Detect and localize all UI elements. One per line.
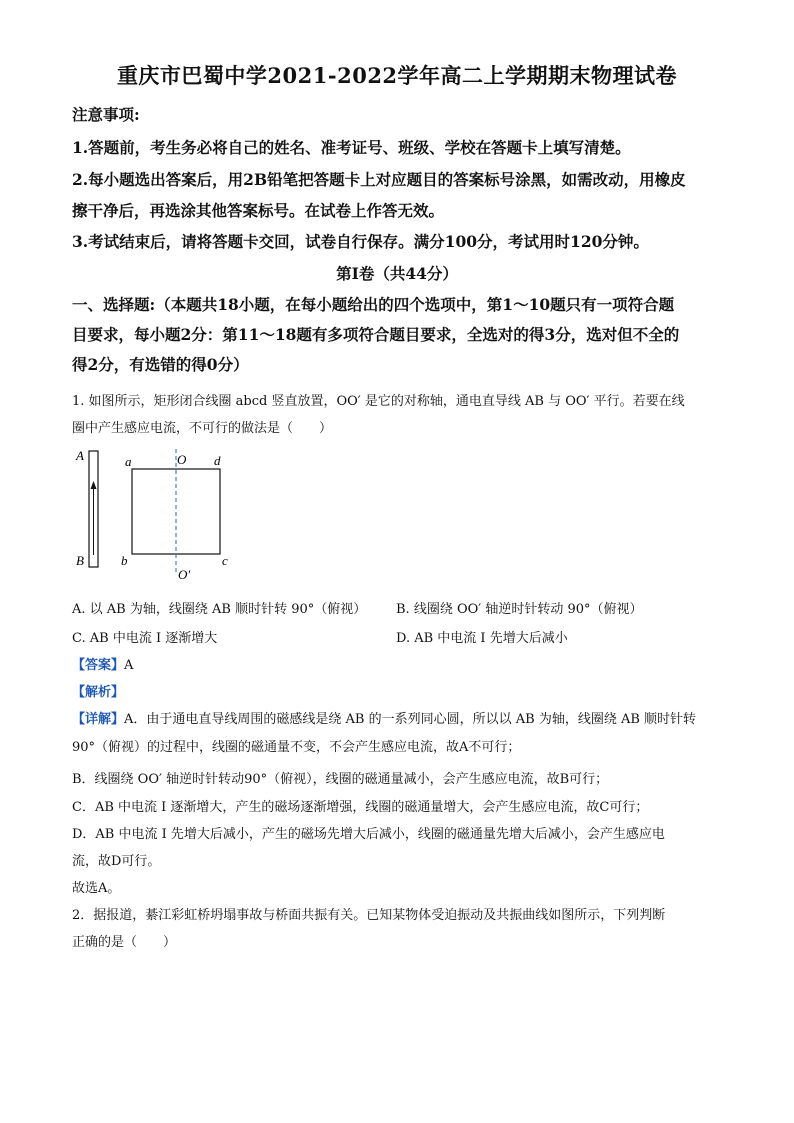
- q1-figure: [72, 445, 242, 585]
- q1-stem-line-2: 圈中产生感应电流，不可行的做法是（ ）: [72, 421, 333, 436]
- detail-text-1: A．由于通电直导线周围的磁感线是绕 AB 的一系列同心圆，所以以 AB 为轴，线圈绕 AB 顺时针转: [124, 712, 697, 727]
- answer-value: A: [124, 658, 134, 673]
- part-one-line-1: 一、选择题:（本题共18小题，在每小题给出的四个选项中，第1～10题只有一项符合题: [72, 295, 675, 314]
- label-b: b: [121, 553, 128, 568]
- current-arrow-head: [91, 481, 97, 489]
- part-one-line-2: 目要求，每小题2分：第11～18题有多项符合题目要求，全选对的得3分，选对但不全的: [72, 325, 680, 344]
- notice-1: 1.答题前，考生务必将自己的姓名、准考证号、班级、学校在答题卡上填写清楚。: [72, 138, 631, 157]
- q2-stem-line-2: 正确的是（ ）: [72, 935, 177, 950]
- q1-stem-line-1: 1. 如图所示，矩形闭合线圈 abcd 竖直放置，OO′ 是它的对称轴，通电直导线 AB 与 OO′ 平行。若要在线: [72, 394, 685, 409]
- notice-2: 2.每小题选出答案后，用2B铅笔把答题卡上对应题目的答案标号涂黑，如需改动，用橡皮: [72, 170, 686, 189]
- q1-detail-line-4: C．AB 中电流 I 逐渐增大，产生的磁场逐渐增强，线圈的磁通量增大，会产生感应电流，故C可行；: [72, 800, 649, 815]
- label-B: B: [76, 553, 84, 568]
- q1-detail-line-7: 故选A。: [72, 881, 121, 896]
- notice-2-cont: 擦干净后，再选涂其他答案标号。在试卷上作答无效。: [72, 201, 445, 220]
- notice-heading: 注意事项:: [72, 105, 140, 124]
- label-a: a: [125, 454, 132, 469]
- q1-detail-line-5: D．AB 中电流 I 先增大后减小，产生的磁场先增大后减小，线圈的磁通量先增大后减小，会产生感应电: [72, 827, 665, 842]
- q1-option-a: A. 以 AB 为轴，线圈绕 AB 顺时针转 90°（俯视）: [72, 602, 367, 617]
- label-O: O: [177, 452, 187, 467]
- analysis-tag: 【解析】: [72, 685, 125, 700]
- section-title: 第Ⅰ卷（共44分）: [336, 264, 458, 283]
- part-one-line-3: 得2分，有选错的得0分）: [72, 355, 249, 374]
- q2-stem-line-1: 2．据报道，綦江彩虹桥坍塌事故与桥面共振有关。已知某物体受迫振动及共振曲线如图所示，下列判断: [72, 908, 666, 923]
- label-A: A: [76, 448, 84, 463]
- q1-answer-line: [72, 654, 133, 673]
- q1-detail-line-3: B．线圈绕 OO′ 轴逆时针转动90°（俯视），线圈的磁通量减小，会产生感应电流，故B可行；: [72, 772, 609, 787]
- exam-title: 重庆市巴蜀中学2021-2022学年高二上学期期末物理试卷: [116, 63, 678, 88]
- label-c: c: [222, 553, 228, 568]
- q1-detail-line-2: 90°（俯视）的过程中，线圈的磁通量不变，不会产生感应电流，故A不可行；: [72, 740, 521, 755]
- q1-detail-line-6: 流，故D可行。: [72, 854, 161, 869]
- q1-option-b: B. 线圈绕 OO′ 轴逆时针转动 90°（俯视）: [396, 602, 643, 617]
- q1-option-d: D. AB 中电流 I 先增大后减小: [396, 631, 568, 646]
- q1-detail-line-1: [72, 708, 696, 727]
- notice-3: 3.考试结束后，请将答题卡交回，试卷自行保存。满分100分，考试用时120分钟。: [72, 232, 649, 251]
- answer-tag: 【答案】: [72, 658, 125, 673]
- detail-tag: 【详解】: [72, 712, 125, 727]
- label-O-prime: O′: [178, 567, 191, 582]
- q1-option-c: C. AB 中电流 I 逐渐增大: [72, 631, 218, 646]
- q1-analysis-line: [72, 681, 124, 700]
- label-d: d: [214, 453, 221, 468]
